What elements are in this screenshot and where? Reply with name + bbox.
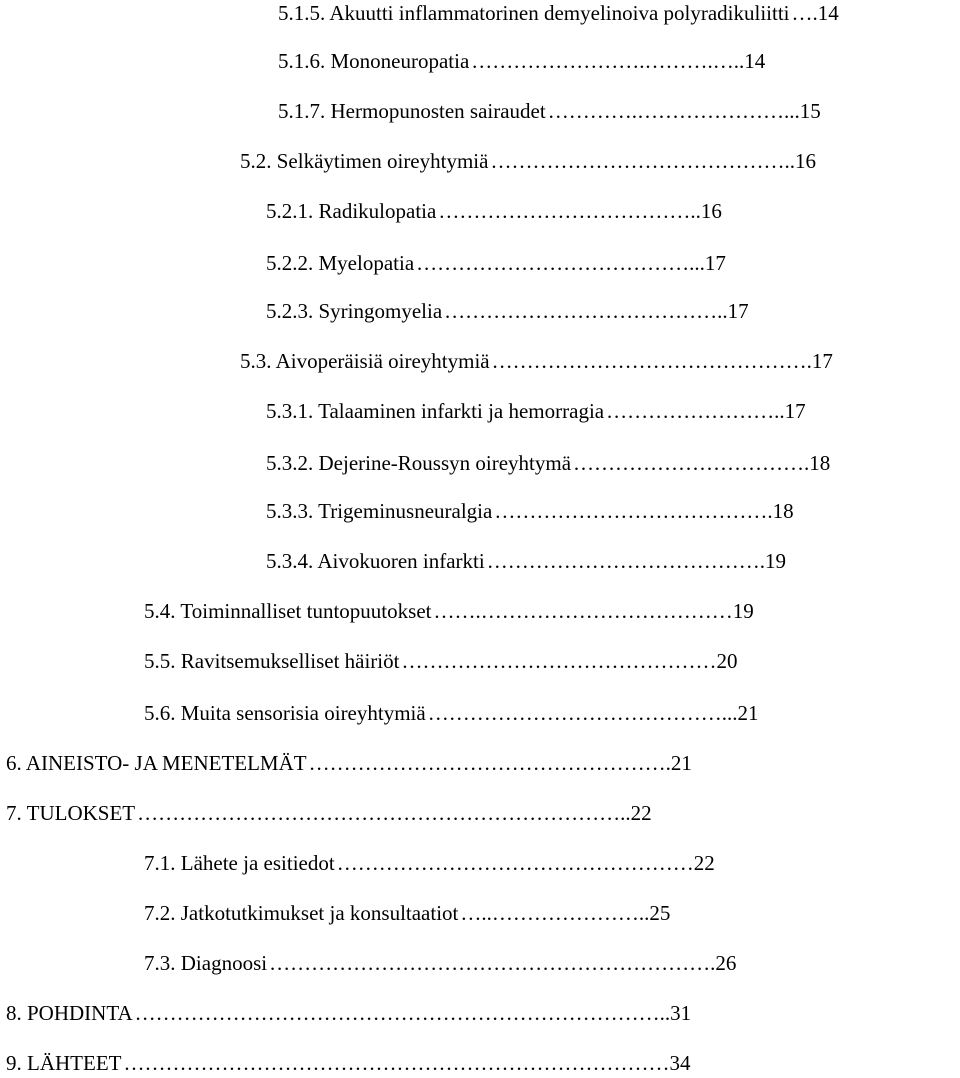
toc-entry-leader-and-page: …..…………………..25 [460, 901, 671, 925]
toc-entry [266, 396, 956, 426]
toc-entry [144, 948, 956, 978]
toc-entry [266, 496, 956, 526]
toc-entry [266, 248, 956, 278]
toc-entry-title: 5.3.3. Trigeminusneuralgia [266, 499, 493, 523]
toc-entry-title: 5.1.5. Akuutti inflammatorinen demyelinoiva polyradikuliitti [278, 1, 790, 25]
toc-entry-title: 5.3.4. Aivokuoren infarkti [266, 549, 485, 573]
toc-entry [6, 998, 956, 1028]
toc-entry-title: 9. LÄHTEET [6, 1051, 122, 1075]
toc-entry-title: 5.3.1. Talaaminen infarkti ja hemorragia [266, 399, 605, 423]
toc-entry-leader-and-page: …………………………………..17 [444, 299, 749, 323]
toc-entry-title: 5.3. Aivoperäisiä oireyhtymiä [240, 349, 490, 373]
toc-entry-leader-and-page: ….14 [791, 1, 839, 25]
toc-entry-title: 5.1.6. Mononeuropatia [278, 49, 470, 73]
toc-entry [278, 0, 956, 28]
toc-entry-leader-and-page: …………………………………………….21 [308, 751, 692, 775]
toc-entry [266, 196, 956, 226]
toc-entry-leader-and-page: …………………………………...17 [416, 251, 726, 275]
toc-entry-leader-and-page: ………………………………..16 [438, 199, 722, 223]
toc-entry [6, 748, 956, 778]
toc-entry-title: 7. TULOKSET [6, 801, 136, 825]
toc-entry [6, 1048, 956, 1078]
toc-entry-leader-and-page: …….………………………………19 [433, 599, 754, 623]
toc-entry-title: 5.1.7. Hermopunosten sairaudet [278, 99, 546, 123]
toc-entry [266, 296, 956, 326]
toc-entry-title: 5.2.3. Syringomyelia [266, 299, 443, 323]
toc-entry-leader-and-page: …………………………….18 [573, 451, 831, 475]
toc-entry-leader-and-page: ………………………………….18 [494, 499, 794, 523]
toc-entry-leader-and-page: …………………………………………………………………..31 [134, 1001, 692, 1025]
toc-entry [278, 46, 956, 76]
toc-entry-leader-and-page: ……………………………………….17 [491, 349, 833, 373]
toc-entry [6, 798, 956, 828]
toc-entry-leader-and-page: …………………….……….…..14 [471, 49, 766, 73]
toc-entry [278, 96, 956, 126]
toc-entry-leader-and-page: ……………………………………………22 [336, 851, 715, 875]
toc-entry [240, 346, 956, 376]
toc-entry-title: 8. POHDINTA [6, 1001, 133, 1025]
toc-entry [240, 146, 956, 176]
toc-entry-title: 5.2. Selkäytimen oireyhtymiä [240, 149, 489, 173]
toc-entry-leader-and-page: ………….…………………...15 [547, 99, 821, 123]
toc-entry-leader-and-page: ……………………………………………………….26 [269, 951, 737, 975]
toc-entry-title: 6. AINEISTO- JA MENETELMÄT [6, 751, 307, 775]
toc-entry [144, 646, 956, 676]
toc-entry-title: 5.5. Ravitsemukselliset häiriöt [144, 649, 400, 673]
toc-entry-title: 7.2. Jatkotutkimukset ja konsultaatiot [144, 901, 459, 925]
toc-entry-leader-and-page: ………………………………………20 [401, 649, 738, 673]
toc-entry [144, 698, 956, 728]
toc-entry-title: 5.2.1. Radikulopatia [266, 199, 437, 223]
toc-entry-title: 5.2.2. Myelopatia [266, 251, 415, 275]
toc-entry [266, 546, 956, 576]
toc-entry-title: 7.1. Lähete ja esitiedot [144, 851, 335, 875]
toc-entry-title: 5.6. Muita sensorisia oireyhtymiä [144, 701, 426, 725]
toc-entry-title: 5.3.2. Dejerine-Roussyn oireyhtymä [266, 451, 572, 475]
toc-entry-title: 7.3. Diagnoosi [144, 951, 268, 975]
toc-entry [144, 596, 956, 626]
toc-entry [144, 848, 956, 878]
toc-entry-leader-and-page: ……………………..17 [606, 399, 806, 423]
toc-entry [266, 448, 956, 478]
toc-entry-title: 5.4. Toiminnalliset tuntopuutokset [144, 599, 432, 623]
toc-entry-leader-and-page: ……………………………………...21 [427, 701, 759, 725]
toc-entry-leader-and-page: ………………………………….19 [486, 549, 786, 573]
toc-entry-leader-and-page: ……………………………………………………………..22 [137, 801, 652, 825]
toc-entry-leader-and-page: ……………………………………..16 [490, 149, 816, 173]
toc-entry-leader-and-page: ……………………………………………………………………34 [123, 1051, 691, 1075]
toc-entry [144, 898, 956, 928]
